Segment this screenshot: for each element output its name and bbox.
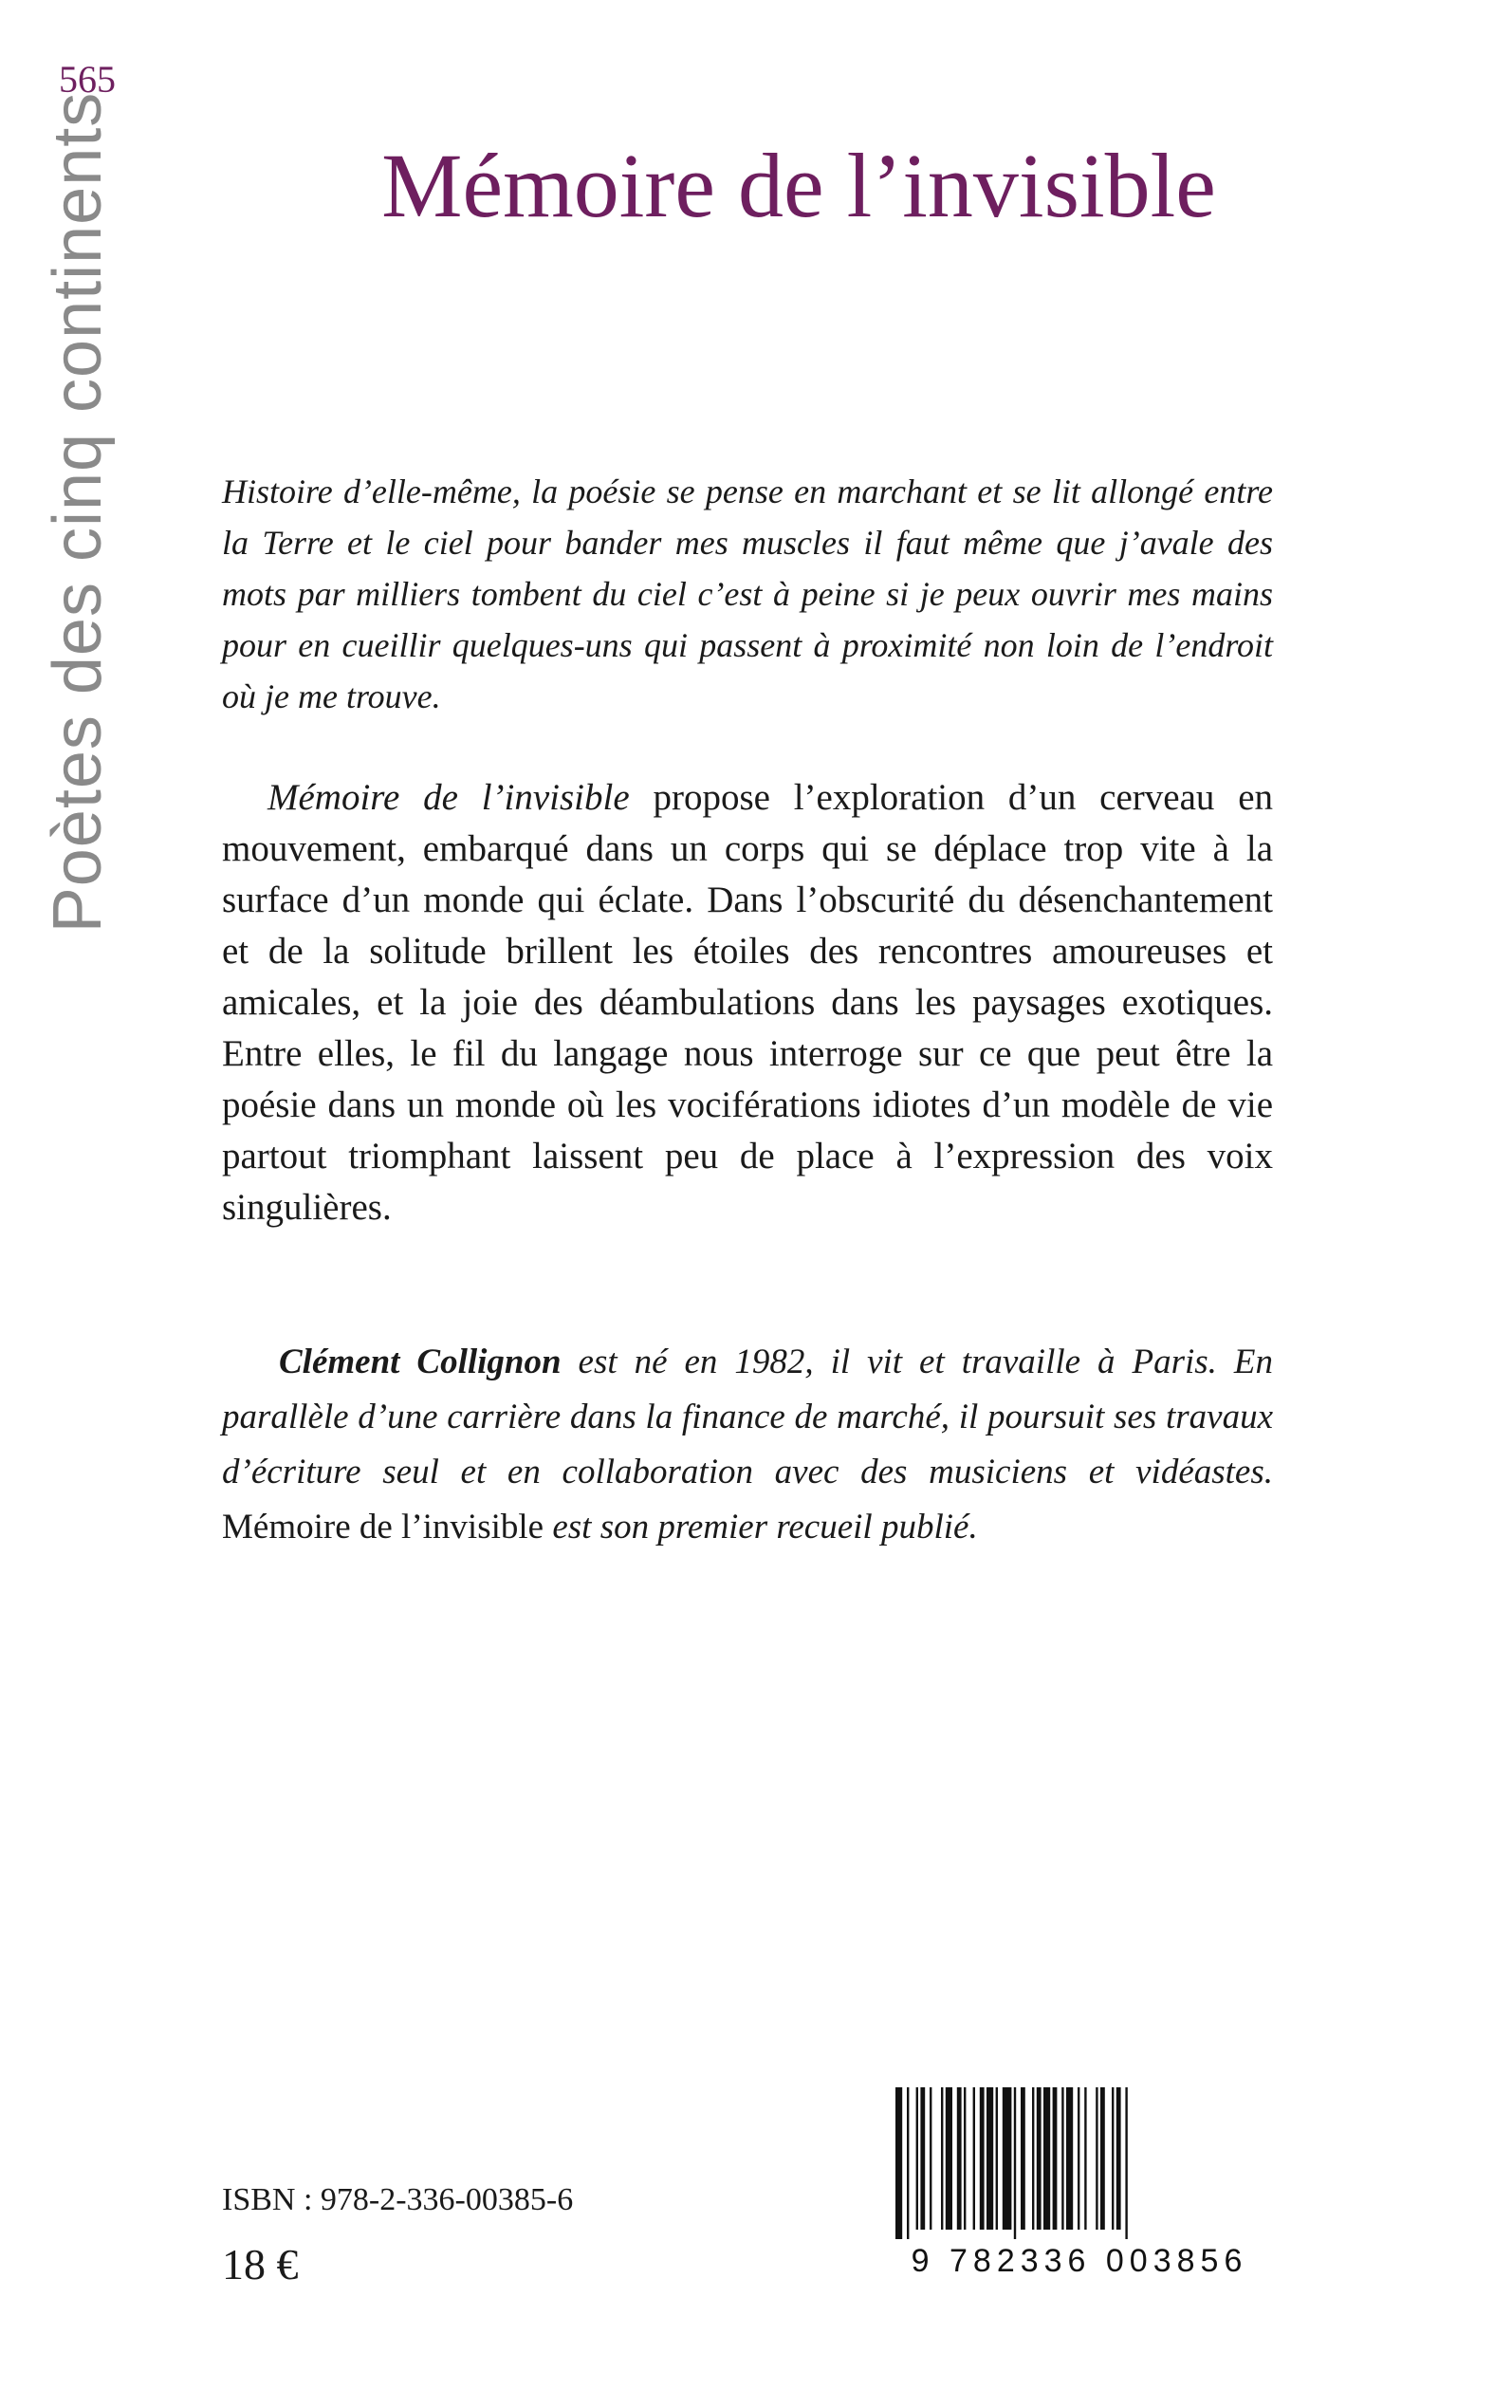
author-name: Clément Collignon (279, 1343, 562, 1381)
barcode-bar (980, 2087, 985, 2230)
barcode-bar (1078, 2087, 1079, 2230)
isbn-label: ISBN : 978-2-336-00385-6 (222, 2182, 574, 2217)
barcode-bar (941, 2087, 943, 2230)
barcode-bar (1014, 2087, 1016, 2239)
barcode-bar (973, 2087, 975, 2230)
barcode-bar (920, 2087, 925, 2230)
series-number: 565 (59, 58, 116, 101)
barcode-bar (1043, 2087, 1050, 2230)
bio-text-after: est son premier recueil publié. (544, 1508, 978, 1547)
barcode-digits: 9 782336 003856 (911, 2243, 1248, 2277)
barcode-bar (1037, 2087, 1042, 2230)
series-name: Poètes des cinq continents (40, 91, 116, 934)
barcode-bar (996, 2087, 998, 2230)
barcode-bar (946, 2087, 952, 2230)
price-label: 18 € (222, 2240, 299, 2288)
barcode-bar (916, 2087, 918, 2230)
barcode-bar (1021, 2087, 1025, 2230)
barcode-bar (1066, 2087, 1073, 2230)
barcode-bar (1061, 2087, 1063, 2230)
barcode-bar (1032, 2087, 1034, 2230)
barcode-bar (957, 2087, 962, 2230)
epigraph-paragraph (222, 466, 1273, 722)
summary-paragraph (222, 772, 1273, 1233)
barcode-bar (907, 2087, 909, 2239)
barcode-bar (1100, 2087, 1105, 2230)
book-title: Mémoire de l’invisible (381, 135, 1216, 236)
barcode-bar (1096, 2087, 1097, 2230)
summary-title-italic: Mémoire de l’invisible (267, 777, 630, 818)
barcode-bar (1053, 2087, 1058, 2230)
barcode-bar (1116, 2087, 1121, 2230)
barcode-bar (1112, 2087, 1114, 2230)
summary-text: propose l’exploration d’un cerveau en mouvement, embarqué dans un corps qui se déplace trop vite à la surface d’un monde qui éclate. Dans l’obscurité du désenchantement et de la solitude brillent les étoiles des rencontres amoureuses et amicales, et la joie des déambulations dans les paysages exotiques. Entre elles, le fil du langage nous interroge sur ce que peut être la poésie dans un monde où les vociférations idiotes d’un modèle de vie partout triomphant laissent peu de place à l’expression des voix singulières. (222, 777, 1274, 1228)
barcode-bar (964, 2087, 966, 2230)
bio-text-before: est né en 1982, il vit et travaille à Paris. En parallèle d’une carrière dans la finance de marché, il poursuit ses travaux d’écriture seul et en collaboration avec des musiciens et vidéastes. (222, 1343, 1273, 1491)
epigraph-text: Histoire d’elle-même, la poésie se pense en marchant et se lit allongé entre la Terre et le ciel pour bander mes muscles il faut même que j’avale des mots par milliers tombent du ciel c’est à peine si je peux ouvrir mes mains pour en cueillir quelques-uns qui passent à proximité non loin de l’endroit où je me trouve. (222, 472, 1273, 715)
barcode-bar (895, 2087, 902, 2239)
barcode-bar (986, 2087, 993, 2230)
barcode-bar (1003, 2087, 1012, 2230)
barcode-graphic (890, 2087, 1269, 2277)
barcode (890, 2087, 1269, 2277)
bio-book-title: Mémoire de l’invisible (222, 1508, 544, 1547)
barcode-bar (930, 2087, 931, 2230)
series-spine-label (30, 91, 125, 934)
barcode-bar (1084, 2087, 1086, 2230)
barcode-bar (1125, 2087, 1127, 2239)
author-bio-paragraph (222, 1335, 1273, 1555)
